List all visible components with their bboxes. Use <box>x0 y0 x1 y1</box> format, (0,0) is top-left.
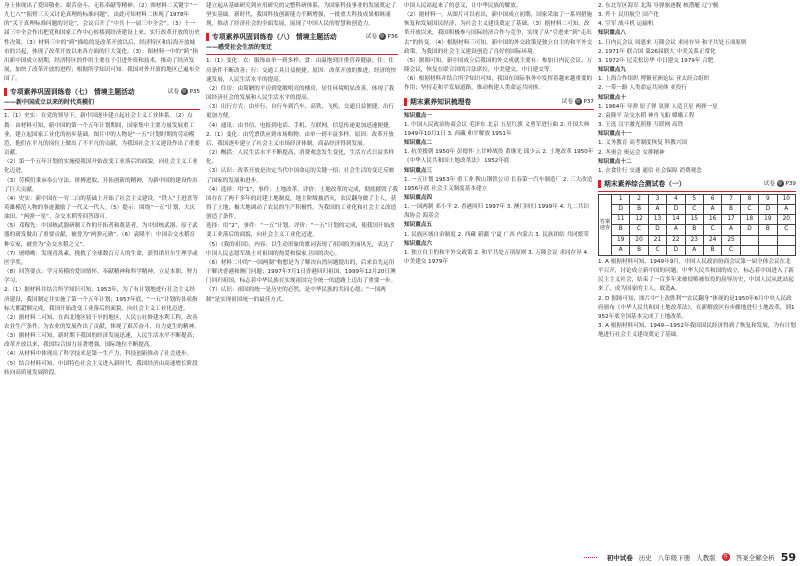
answer-paragraph: （2）概括：人民生活水平不断提高，消费观念发生变化，生活方式日益多样化。 <box>206 150 395 166</box>
answer-paragraph: （5）邓稼先：中国核武器研制工作的开拓者和奠基者，为中国核武器、原子武器的研发做出了重要贡献，被誉为“两弹元勋”。（6）袁隆平：中国杂交水稻育种专家，被誉为“杂交水稻之父”。 <box>4 223 198 248</box>
answer-table-cell: 19 <box>612 235 630 245</box>
knowledge-point-text: 3. 1972年 尼克松访华 中日建交 1979年 合肥 <box>598 57 714 64</box>
answer-paragraph: （2）住房：由简陋的平房到宽敞明亮的楼房，居住环境明显改善。体现了我国经济社会的发展和人民生活水平的提高。 <box>206 85 395 102</box>
section-ref: 试卷 ◎ P39 <box>763 179 796 187</box>
divider <box>598 191 796 192</box>
column-3-top-text <box>404 2 594 94</box>
answer-table-cell: 4 <box>667 194 685 204</box>
answer-table-cell: C <box>703 225 721 235</box>
column-1-body <box>4 112 200 378</box>
answer-table-row <box>599 205 796 215</box>
answer-table-cell: 14 <box>667 215 685 225</box>
section-subtitle: ——新中国成立以来的时代英模们 <box>4 99 95 107</box>
knowledge-point-text: 1. 独立自主的和平外交政策 2. 和平共处五项原则 3. 万隆会议 求同存异 4. 中美建交 1979年 <box>404 249 589 266</box>
answer-table-cell: 11 <box>612 215 630 225</box>
answer-paragraph: 1.（1）史实：在党的领导下，新中国逐步建立起社会主义工业体系。（2）点拨：由材料可知，新中国的第一个五年计划期间，国家集中主要力量发展重工业，建立起国家工业化的初步基础。图片中的人物是“一五”计划时期的劳动模范，他们在平凡的岗位上做出了不平凡的贡献，为我国社会主义建设作出了重要贡献。 <box>4 113 200 157</box>
answer-table-cell: A <box>703 205 721 215</box>
knowledge-point-label: 知识重点三 <box>404 167 432 174</box>
answer-paragraph: （3）认识：改革开放是决定当代中国命运的关键一招；社会生活的变迁反映了国家的发展和进步。 <box>206 168 395 184</box>
divider <box>404 109 594 110</box>
answer-paragraph: （4）从材料中体现出了科学技术是第一生产力，科技创新推动了社会进步。（5）结合材料可知，中国特色社会主义进入新时代，我国经济由高速增长阶段转向高质量发展阶段。 <box>4 351 198 376</box>
answer-table-cell: B <box>630 245 648 255</box>
divider <box>206 54 398 55</box>
answer-paragraph: 2.（1）据材料并结合所学知识可知，1953年，为了有计划地进行社会主义经济建设，我国制定并实施了第一个五年计划；1957年底，“一五”计划的各项指标大都超额完成，我国开始改变工业落后的面貌，向社会主义工业化迈进。 <box>4 287 198 312</box>
knowledge-point-text: 1. 中国人民政治协商会议 毛泽东 北京 五星红旗 义勇军进行曲 2. 开国大典 1949年10月1日 3. 西藏 和平解放 1951年 <box>404 121 590 137</box>
section-ref: 试卷 ◎ P35 <box>167 88 200 96</box>
answer-table-cell: 22 <box>667 235 685 245</box>
answer-paragraph: 3. A 根据材料可知，1949—1952年我国国民经济得到了恢复和发展，为有计划地进行社会主义建设奠定了基础。 <box>598 323 796 339</box>
answer-table-cell: 21 <box>648 235 666 245</box>
answer-table-cell: 3 <box>648 194 666 204</box>
page-ref-icon: ◎ <box>380 33 385 40</box>
column-4 <box>598 2 796 548</box>
answer-table-cell <box>759 245 777 255</box>
answer-table-row <box>599 215 796 225</box>
knowledge-point-text: 1. 衣食住行 交通 通信 社会保障 消费观念 <box>598 167 702 174</box>
answer-table-cell: A <box>777 205 795 215</box>
column-3-body <box>404 112 594 268</box>
knowledge-point-text: 1. 抗美援朝 1950年 彭德怀 上甘岭战役 黄继光 邱少云 2. 土地改革 1950年 《中华人民共和国土地改革法》 1952年底 <box>404 149 594 165</box>
answer-paragraph: （5）据图可知，新中国成立后我国的外交成就主要有：参加日内瓦会议、万隆会议，恢复在联合国的合法席位，中美建交，中日建交等。 <box>404 57 593 74</box>
section-marker-icon <box>404 98 407 106</box>
answer-table-cell: C <box>740 205 758 215</box>
section-title-final-test: 期末素养综合测试卷（一） 试卷 ◎ P39 <box>598 179 796 190</box>
knowledge-point-label: 知识重点九 <box>598 67 626 74</box>
answer-table-cell: C <box>722 245 740 255</box>
knowledge-point-text: 2. 冬奥会 奥运会 女排精神 <box>598 149 665 156</box>
answer-table-cell: B <box>722 205 740 215</box>
answer-table-cell: 23 <box>685 235 703 245</box>
knowledge-point-text: 1. 上海合作组织 博鳌亚洲论坛 亚太经合组织 <box>598 76 710 83</box>
footer-brand: 初中试卷 <box>606 553 633 562</box>
answer-paragraph: 2.（1）变化：由凭票供应到市场购物；由单一到丰富多样。原因：改革开放后，我国逐步建立了社会主义市场经济体制，商品经济得到发展。 <box>206 131 394 147</box>
knowledge-point-label: 知识重点十二 <box>598 158 632 165</box>
answer-table-cell: C <box>777 225 795 235</box>
knowledge-point-text: 2. 1971年 联合国 第26届联大 中美关系正常化 <box>598 48 716 55</box>
column-2-body <box>206 57 398 304</box>
answer-table-cell: A <box>648 205 666 215</box>
knowledge-point-text: 1. 1964年 导弹 原子弹 氢弹 人造卫星 两弹一星 <box>598 103 718 110</box>
answer-table-cell: B <box>630 205 648 215</box>
knowledge-point-text: 3. 王选 汉字激光照排 互联网 高铁 <box>598 122 684 129</box>
knowledge-point-label: 知识重点六 <box>404 240 432 247</box>
column-2 <box>206 2 398 548</box>
column-3 <box>404 2 594 548</box>
answer-paragraph: （3）据材料三可知，新时期下我国的经济发展迅速，人民生活水平不断提高；改革开放以来，我国综合国力显著增强，国际地位不断提高。 <box>4 333 198 349</box>
answer-table-cell: B <box>685 225 703 235</box>
column-1-top-text <box>4 2 200 84</box>
knowledge-point-label: 知识重点一 <box>404 112 432 119</box>
answer-table-cell: 15 <box>685 215 703 225</box>
answer-table-cell: 5 <box>685 194 703 204</box>
answer-table-cell: B <box>612 225 630 235</box>
section-title-seven: 专项素养巩固训练卷（七） 情境主题活动 试卷 ◎ P35 <box>4 87 200 98</box>
page-ref-icon: ◎ <box>778 179 783 186</box>
answer-table-cell: B <box>703 245 721 255</box>
answer-table-cell: D <box>667 245 685 255</box>
answer-table-cell <box>740 235 758 245</box>
column-4-body <box>598 258 796 340</box>
footer-dotted-line <box>584 557 597 558</box>
answer-table-cell: 19 <box>759 215 777 225</box>
answer-table-row <box>599 245 796 255</box>
answer-badge-icon: 答 <box>723 554 729 560</box>
knowledge-point-text: 4. 空军 战斗机 运输机 <box>598 21 654 28</box>
section-ref: 试卷 ◎ P37 <box>561 97 594 105</box>
answer-table-cell: 12 <box>630 215 648 225</box>
answer-paragraph: 1.（1）变化：衣：服饰由单一到多样；食：由温饱到注重营养健康；住：住房条件不断改善；行：交通工具日益便捷。原因：改革开放的推进，经济的快速发展，人民生活水平的提高。 <box>206 58 397 83</box>
answer-table-cell: 10 <box>777 194 795 204</box>
answer-paragraph: （3）劳模们秉承奉公守法、拼搏进取、开拓创新的精神，为新中国的建设作出了巨大贡献。 <box>4 177 198 193</box>
section-marker-icon <box>598 180 601 188</box>
answer-table-cell: 6 <box>703 194 721 204</box>
answer-paragraph: （6）根据材料并结合所学知识可知，我国在国际事务中发挥着越来越重要的作用；坚持走和平发展道路，推动构建人类命运共同体。 <box>404 76 593 92</box>
answer-table-cell: D <box>759 205 777 215</box>
footer-edition: 人教版 <box>696 553 716 562</box>
section-marker-icon <box>206 33 209 41</box>
section-subtitle: ——感受社会生活的变迁 <box>206 44 273 52</box>
answer-table-row <box>599 235 796 245</box>
knowledge-point-text: 2. 袁隆平 杂交水稻 神舟飞船 嫦娥工程 <box>598 112 695 119</box>
answer-table-cell: 25 <box>722 235 740 245</box>
section-title-knowledge-review: 期末素养知识梳理卷 试卷 ◎ P37 <box>404 97 594 108</box>
section-ref: 试卷 ◎ P36 <box>365 33 398 41</box>
knowledge-point-label: 知识重点八 <box>598 30 626 37</box>
knowledge-point-text: 3. 歼十 民用航空 国产化 <box>598 12 660 19</box>
knowledge-point-text: 1. 一国两制 邓小平 2. 香港回归 1997年 3. 澳门回归 1999年 4. 九二共识 海协会 海基会 <box>404 204 590 220</box>
knowledge-point-text: 1. 一五计划 1953年 重工业 鞍山钢铁公司 长春第一汽车制造厂 2. 三大改造 1956年底 社会主义制度基本建立 <box>404 176 593 192</box>
answer-paragraph: （4）史实：新中国在一穷二白的基础上开始了社会主义建设，“铁人”王进喜等英雄模范人物的事迹激励了一代又一代人。（5）提示：围绕“一五”计划、大庆油田、“两弹一星”、杂交水稻等回答即可。 <box>4 195 198 221</box>
answer-table-label: 答案速查 <box>599 194 612 255</box>
answer-table-cell: 20 <box>630 235 648 245</box>
column-4-top-text <box>598 2 796 176</box>
answer-paragraph: （7）屠呦呦：发现青蒿素，挽救了全球数百万人的生命，获得诺贝尔生理学或医学奖。 <box>4 250 198 266</box>
answer-table-row <box>599 225 796 235</box>
answer-table-cell: A <box>722 225 740 235</box>
answer-table-cell: D <box>740 225 758 235</box>
answer-paragraph: （8）回答要点：学习英模的爱国情怀、奉献精神和科学精神，立足本职，努力学习。 <box>4 269 198 285</box>
answer-table-cell: D <box>667 205 685 215</box>
answer-table-cell: A <box>685 245 703 255</box>
answer-table-cell: C <box>685 205 703 215</box>
knowledge-point-label: 知识重点十 <box>598 94 626 101</box>
answer-table-cell: 9 <box>759 194 777 204</box>
page-ref-icon: ◎ <box>182 88 187 95</box>
knowledge-point-text: 1. 义务教育 高考制度恢复 科教兴国 <box>598 140 687 147</box>
section-title-eight: 专项素养巩固训练卷（八） 情境主题活动 试卷 ◎ P36 <box>206 32 398 43</box>
answer-paragraph: 1. A 根据材料可知，1949年9月，中国人民政治协商会议第一届全体会议在北平召开，讨论成立新中国的问题。中华人民共和国的成立，标志着中国进入了新民主主义社会，结束了一百多年来被侵略被奴役的屈辱历史，中国人民从此站起来了，成为国家的主人。故选A。 <box>598 258 794 293</box>
answer-table-cell <box>740 245 758 255</box>
knowledge-point-text: 1. 日内瓦会议 周恩来 万隆会议 求同存异 和平共处五项原则 <box>598 39 747 46</box>
answer-table-cell: 18 <box>740 215 758 225</box>
answer-paragraph: 2. D 据图可知，图片中“土改胜利”“农民翻身”体现的是1950年6月中央人民政府颁布《中华人民共和国土地改革法》，在新解放区有步骤地进行土地改革，到1952年底全国基本完成了土地改革。 <box>598 295 795 320</box>
footer-subject: 历史 <box>638 553 652 562</box>
divider <box>4 109 200 110</box>
answer-table-cell: D <box>648 225 666 235</box>
answer-paragraph: 建立起从基础研究到应用研究的完整科研体系，为国家科技事业的发展奠定了坚实基础。新时代，我国科技创新能力不断增强，一批重大科技成果相继涌现，推动了经济社会的全面发展，展现了中国人民的智慧和创造力。 <box>206 3 397 28</box>
answer-table-cell: 20 <box>777 215 795 225</box>
answer-paragraph: （6）材料二中的“一国两制”构想是为了解决台湾问题提出的，后来首先运用于解决香港和澳门问题；1997年7月1日香港回归祖国，1999年12月20日澳门回归祖国，标志着中华民族在实现祖国完全统一的道路上迈出了重要一步。 <box>206 259 397 285</box>
answer-table-cell: A <box>612 245 630 255</box>
answer-paragraph: （4）通讯：由书信、电报到电话、手机、互联网，信息传递更加迅速便捷。 <box>206 122 395 129</box>
answer-table-cell: 8 <box>740 194 758 204</box>
answer-table-cell: D <box>612 205 630 215</box>
page-footer <box>580 550 796 564</box>
answer-table-cell: 24 <box>703 235 721 245</box>
answer-table-cell: 17 <box>722 215 740 225</box>
answer-quick-check-table <box>598 194 796 256</box>
page-number: 59 <box>780 550 796 564</box>
answer-paragraph: （2）据材料二可知，在西北地区较干旱的地区，人民公社修建水利工程，改善农业生产条件，为农业的发展作出了贡献，体现了艰苦奋斗、自力更生的精神。 <box>4 314 200 330</box>
knowledge-point-label: 知识重点五 <box>404 222 432 229</box>
answer-table-cell: A <box>667 225 685 235</box>
answer-table-cell: B <box>759 225 777 235</box>
answer-paragraph: （7）认识：祖国的统一是历史的必然，是中华民族的共同心愿；“一国两制”是实现祖国统一的最佳方式。 <box>206 287 386 303</box>
answer-paragraph: （4）选择：用“1”，事件：土地改革。评价：土地改革的完成，彻底摧毁了我国存在了两千多年的封建土地制度，地主阶级被消灭，农民翻身做了主人，获得了土地，极大地调动了农民的生产积极性，为我国的工业化和社会主义改造创造了条件。 <box>206 186 398 221</box>
answer-table-cell: 1 <box>612 194 630 204</box>
answer-paragraph: （2）据材料一，从图片可以看出，新中国成立初期，国家采取了一系列措施恢复和发展国民经济，为社会主义建设奠定了基础。（3）据材料二可知，改革开放以来，我国积极参与国际经济合作与竞争，实现了从“引进来”到“走出去”的转变。（4）根据材料三可知，新中国的外交政策是独立自主的和平外交政策，为我国的社会主义建设创造了良好的国际环境。 <box>404 12 593 55</box>
answer-table-cell: C <box>648 245 666 255</box>
answer-table-cell <box>777 245 795 255</box>
answer-paragraph: （2）第一个五年计划的实施使我国开始改变工业落后的面貌，向社会主义工业化迈进。 <box>4 159 198 175</box>
answer-table-cell: 2 <box>630 194 648 204</box>
answer-table-cell <box>759 235 777 245</box>
knowledge-point-label: 知识重点十一 <box>598 131 632 138</box>
answer-paragraph: 中国人民站起来了的意义，让中华民族的解放。 <box>404 3 522 9</box>
answer-paragraph: 选择：用“2”，事件：“一五”计划。评价：“一五”计划的完成，使我国开始改变工业落后的面貌，向社会主义工业化迈进。 <box>206 223 395 239</box>
answer-table-cell: C <box>630 225 648 235</box>
answer-table-row <box>599 194 796 204</box>
answer-paragraph: （3）出行方式：由步行、自行车到汽车、高铁、飞机，交通日益便捷，出行更加方便。 <box>206 104 395 120</box>
answer-paragraph: 身上体现出了爱国敬业、艰苦奋斗、无私奉献等精神。（2）图材料二关键字“一九七八”“振臂三天又讨论真理的标准问题”，由此可知材料二体现了1978年的“关于真理标准问题的讨论”，会议召开了“中共十一届三中全会”。（3）十一届三中全会作出把党和国家工作中心转移到经济建设上来、实行改革开放的历史性决策。（3）材料三中的“跨”描绘的是改革开放以后，经济特区和沿海开放城市的兴起，体现了改革开放以来各方面的巨大变化。（3）：图材料一中的“跨”指出新中国成立初期，经济特区的作用主要在于引进外资和技术，推动了经济发展，加快了改革开放的进程；根据所学知识可知：我国对外开放的地区已遍布全国了。 <box>4 3 200 83</box>
knowledge-point-label: 知识重点四 <box>404 194 432 201</box>
answer-paragraph: （5）《我的祖国》，内容：以生动形象的歌词表现了祖国的美丽风光，表达了中国人民志愿军战士对祖国的热爱和保家卫国的决心。 <box>206 241 395 257</box>
knowledge-point-text: 2. 一带一路 人类命运共同体 亚投行 <box>598 85 687 92</box>
page-ref-icon: ◎ <box>576 97 581 104</box>
knowledge-point-label: 知识重点二 <box>404 140 432 147</box>
column-1 <box>4 2 200 548</box>
answer-table-cell: 16 <box>703 215 721 225</box>
footer-grade: 八年级下册 <box>657 553 691 562</box>
knowledge-point-text: 2. 东北军区海军 北海 导弹驱逐舰 核潜艇 辽宁舰 <box>598 3 719 9</box>
answer-table-cell <box>777 235 795 245</box>
answer-table-cell: 13 <box>648 215 666 225</box>
knowledge-point-text: 1. 民族区域自治制度 2. 西藏 新疆 宁夏 广西 内蒙古 3. 民族团结 共同繁荣 <box>404 231 589 238</box>
answer-table-cell: 7 <box>722 194 740 204</box>
section-marker-icon <box>4 88 7 96</box>
column-2-top-text <box>206 2 398 29</box>
footer-answer-label: 答案全解全析 <box>735 553 775 562</box>
